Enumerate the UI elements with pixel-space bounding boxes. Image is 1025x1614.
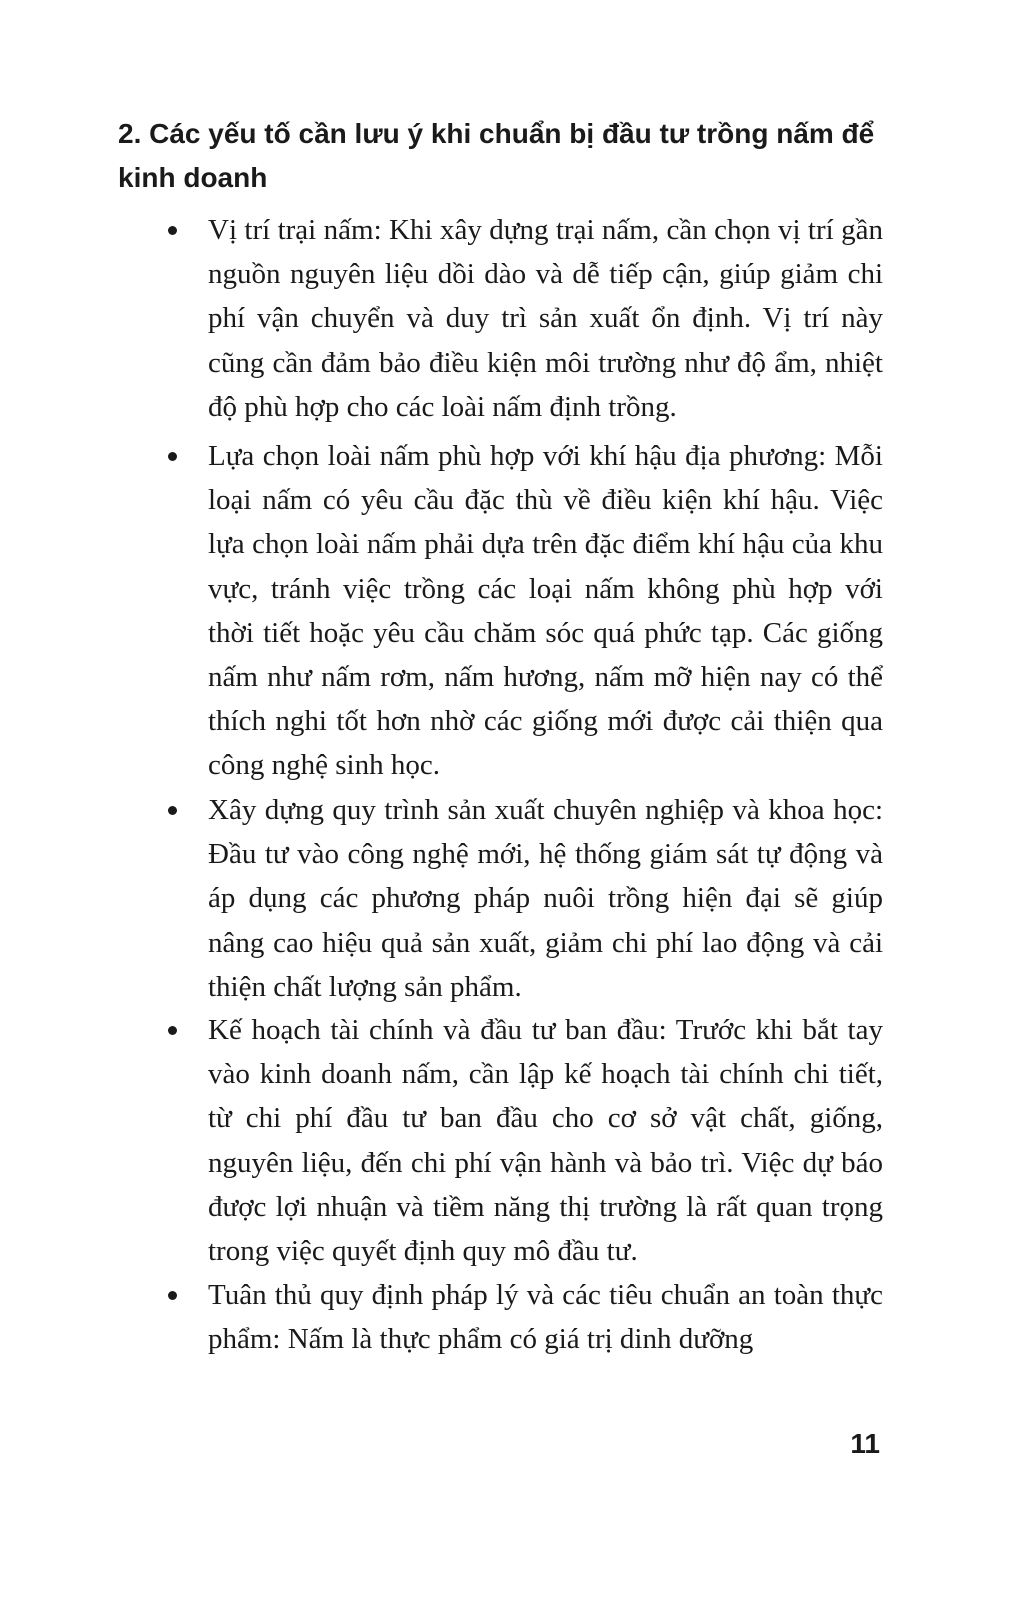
bullet-icon (168, 1291, 177, 1300)
list-item (208, 1008, 883, 1273)
list-item (208, 434, 883, 788)
list-item-text: Vị trí trại nấm: Khi xây dựng trại nấm, cần chọn vị trí gần nguồn nguyên liệu dồi dào và dễ tiếp cận, giúp giảm chi phí vận chuyển và duy trì sản xuất ổn định. Vị trí này cũng cần đảm bảo điều kiện môi trường như độ ẩm, nhiệt độ phù hợp cho các loài nấm định trồng. (208, 214, 883, 423)
bullet-icon (168, 806, 177, 815)
section-heading: 2. Các yếu tố cần lưu ý khi chuẩn bị đầu tư trồng nấm để kinh doanh (118, 118, 875, 193)
page-number: 11 (850, 1428, 880, 1459)
list-item-text: Kế hoạch tài chính và đầu tư ban đầu: Trước khi bắt tay vào kinh doanh nấm, cần lập kế hoạch tài chính chi tiết, từ chi phí đầu tư ban đầu cho cơ sở vật chất, giống, nguyên liệu, đến chi phí vận hành và bảo trì. Việc dự báo được lợi nhuận và tiềm năng thị trường là rất quan trọng trong việc quyết định quy mô đầu tư. (208, 1014, 883, 1268)
list-item-text: Lựa chọn loài nấm phù hợp với khí hậu địa phương: Mỗi loại nấm có yêu cầu đặc thù về điều kiện khí hậu. Việc lựa chọn loài nấm phải dựa trên đặc điểm khí hậu của khu vực, tránh việc trồng các loại nấm không phù hợp với thời tiết hoặc yêu cầu chăm sóc quá phức tạp. Các giống nấm như nấm rơm, nấm hương, nấm mỡ hiện nay có thể thích nghi tốt hơn nhờ các giống mới được cải thiện qua công nghệ sinh học. (208, 440, 883, 782)
list-item (208, 788, 883, 1009)
list-item-text: Tuân thủ quy định pháp lý và các tiêu chuẩn an toàn thực phẩm: Nấm là thực phẩm có giá trị dinh dưỡng (208, 1279, 883, 1356)
list-item-text: Xây dựng quy trình sản xuất chuyên nghiệp và khoa học: Đầu tư vào công nghệ mới, hệ thống giám sát tự động và áp dụng các phương pháp nuôi trồng hiện đại sẽ giúp nâng cao hiệu quả sản xuất, giảm chi phí lao động và cải thiện chất lượng sản phẩm. (208, 794, 883, 1003)
bullet-icon (168, 226, 177, 235)
bullet-icon (168, 452, 177, 461)
list-item (208, 1273, 883, 1361)
list-item (208, 208, 883, 429)
bullet-icon (168, 1026, 177, 1035)
